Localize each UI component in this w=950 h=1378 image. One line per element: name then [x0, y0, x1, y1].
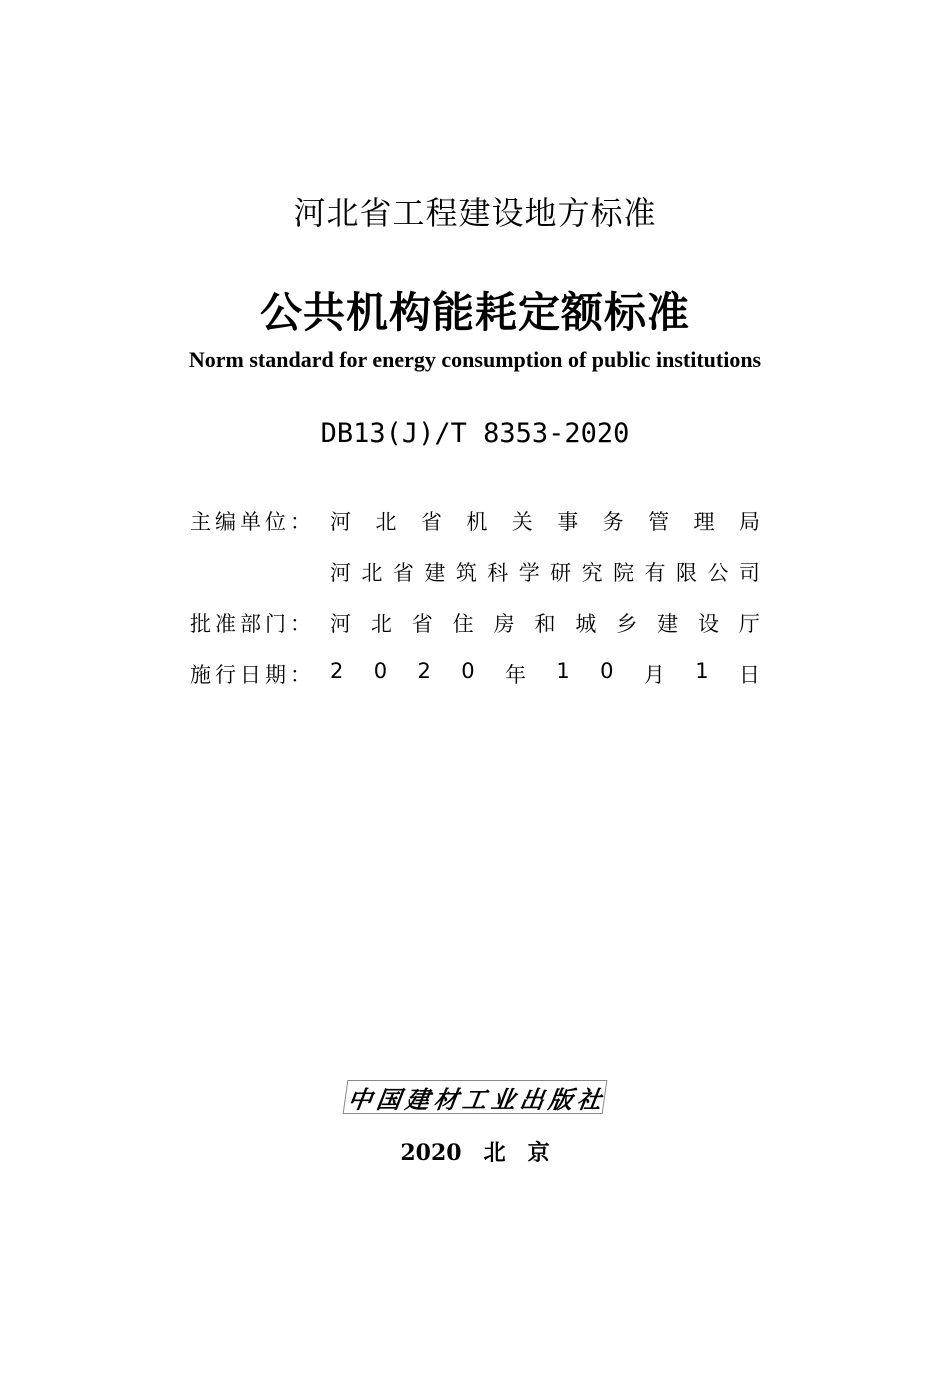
value-char: 管	[648, 510, 670, 534]
value-char: 房	[493, 612, 515, 636]
publisher-char: 出	[517, 1084, 547, 1114]
value-char: 局	[738, 510, 760, 534]
date-char: 月	[643, 663, 665, 687]
publisher-logo	[343, 1080, 608, 1114]
value-char: 城	[575, 612, 597, 636]
series-title: 河北省工程建设地方标准	[293, 194, 657, 232]
publisher-char: 建	[403, 1084, 432, 1114]
publisher-char: 社	[575, 1084, 604, 1114]
approver-row	[190, 608, 770, 638]
date-char: 1	[695, 659, 709, 683]
effective-label: 施行日期：	[190, 663, 315, 687]
value-char: 院	[613, 561, 635, 585]
value-char: 建	[424, 561, 446, 585]
editor-2-value	[330, 557, 760, 587]
value-char: 筑	[455, 561, 477, 585]
year-city: 2020 北 京	[400, 1140, 550, 1166]
document-title-english: Norm standard for energy consumption of public institutions	[188, 347, 762, 372]
value-char: 北	[370, 612, 392, 636]
editor-label: 主编单位：	[190, 510, 315, 534]
editor-row	[190, 506, 770, 536]
value-char: 乡	[616, 612, 638, 636]
value-char: 限	[675, 561, 697, 585]
value-char: 厅	[738, 612, 760, 636]
value-char: 河	[330, 612, 351, 636]
value-char: 研	[550, 561, 572, 585]
approver-value	[330, 608, 760, 638]
value-char: 究	[581, 561, 603, 585]
value-char: 设	[698, 612, 720, 636]
value-char: 住	[452, 612, 474, 636]
value-char: 关	[511, 510, 533, 534]
value-char: 北	[361, 561, 383, 585]
publisher-char: 版	[546, 1084, 575, 1114]
value-char: 北	[375, 510, 397, 534]
date-char: 1	[556, 659, 570, 683]
value-char: 省	[420, 510, 442, 534]
value-char: 司	[738, 561, 760, 585]
value-char: 务	[602, 510, 624, 534]
publisher-char: 中	[346, 1084, 375, 1114]
value-char: 学	[518, 561, 540, 585]
value-char: 省	[392, 561, 414, 585]
value-char: 机	[466, 510, 488, 534]
date-char: 年	[505, 663, 526, 687]
value-char: 省	[411, 612, 433, 636]
value-char: 河	[330, 510, 351, 534]
value-char: 公	[707, 561, 729, 585]
approver-label: 批准部门：	[190, 612, 315, 636]
publisher-char: 工	[460, 1084, 489, 1114]
effective-date-value	[330, 659, 760, 689]
document-title: 公共机构能耗定额标准	[259, 288, 690, 337]
effective-row	[190, 659, 770, 689]
publisher-char: 材	[431, 1084, 461, 1114]
date-char: 0	[461, 659, 475, 683]
publisher-char: 国	[374, 1084, 403, 1114]
date-char: 2	[330, 659, 344, 683]
editor-row-2	[190, 557, 770, 587]
value-char: 有	[644, 561, 666, 585]
value-char: 理	[693, 510, 715, 534]
date-char: 0	[373, 659, 388, 683]
value-char: 事	[557, 510, 579, 534]
date-char: 日	[739, 663, 760, 687]
value-char: 和	[534, 612, 556, 636]
standard-code: DB13(J)/T 8353-2020	[320, 418, 630, 449]
date-char: 0	[600, 659, 614, 683]
editor-1-value	[330, 506, 760, 536]
date-char: 2	[417, 659, 431, 683]
value-char: 建	[657, 612, 679, 636]
value-char: 河	[330, 561, 351, 585]
publisher-char: 业	[489, 1084, 518, 1114]
value-char: 科	[487, 561, 509, 585]
